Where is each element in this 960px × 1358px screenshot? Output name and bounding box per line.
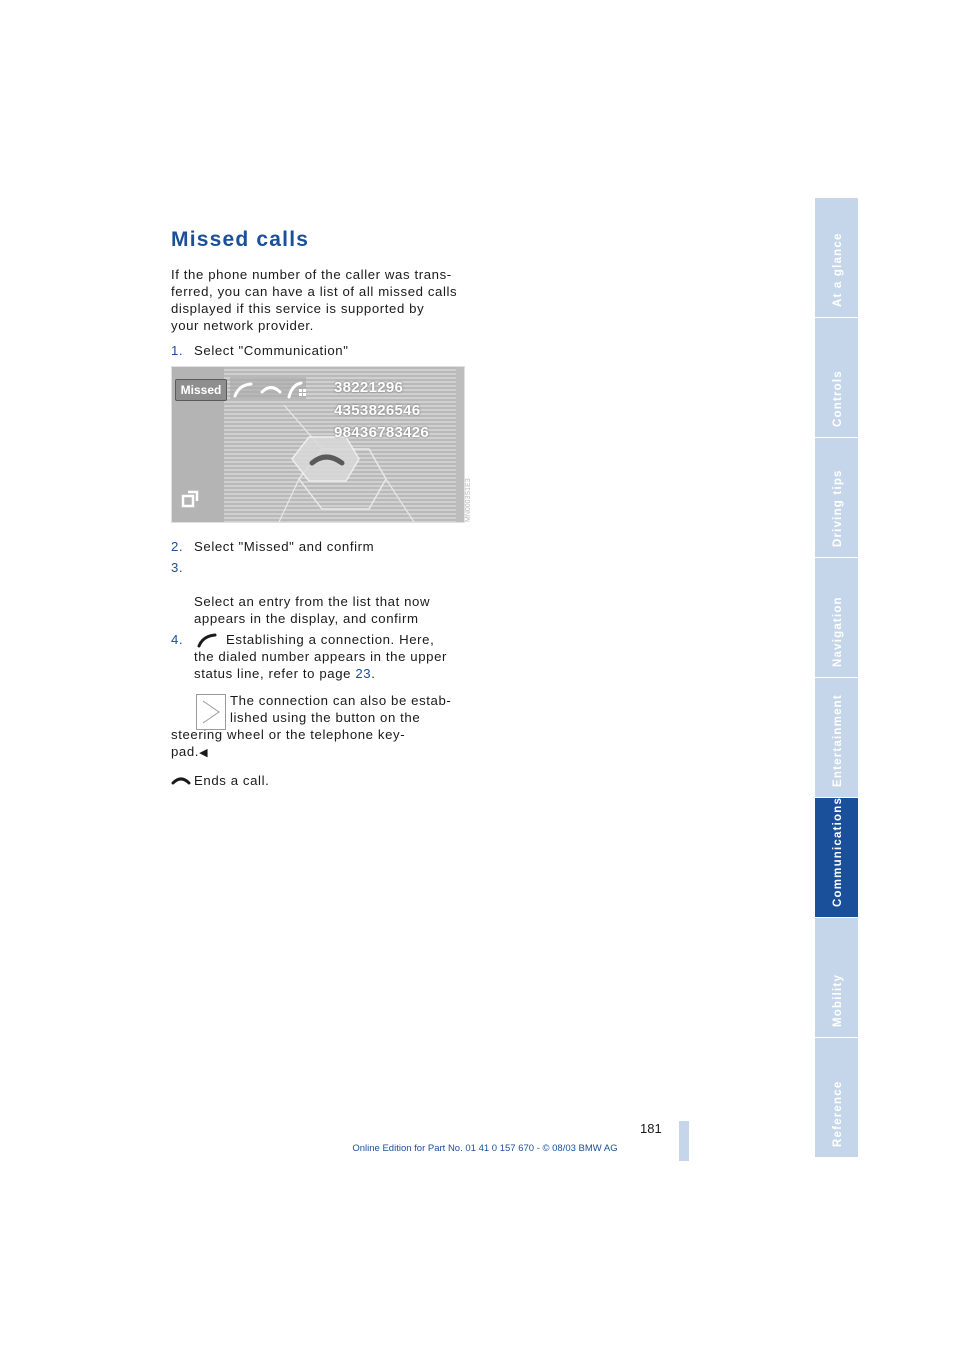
- section-title: Missed calls: [171, 228, 310, 251]
- step-text-a: Establishing a connection. Here,: [226, 632, 435, 647]
- main-content: [171, 228, 471, 359]
- sidebar-tab-label: Controls: [831, 370, 844, 427]
- page-marker: [679, 1121, 689, 1161]
- sidebar-tab-label: Entertainment: [831, 694, 844, 787]
- phone-hangup-icon[interactable]: [260, 381, 282, 399]
- step-text: Select an entry from the list that now appears in the display, and confirm: [194, 594, 431, 626]
- sidebar-tab-entertainment[interactable]: [815, 678, 858, 799]
- image-code: MN0003S1E3: [465, 478, 472, 522]
- page-number: 181: [640, 1121, 662, 1136]
- screen-figure: [171, 366, 465, 523]
- end-of-note-icon: ◀: [199, 747, 209, 759]
- note-line-2: lished using the button on the: [230, 710, 421, 725]
- sidebar-tab-label: Communications: [831, 796, 844, 907]
- step-number: 2.: [171, 539, 184, 554]
- ends-call-text: Ends a call.: [194, 773, 270, 788]
- window-icon[interactable]: [181, 489, 201, 509]
- sidebar-tab-driving-tips[interactable]: [815, 438, 858, 559]
- intro-paragraph: If the phone number of the caller was trans- ferred, you can have a list of all missed calls displayed if this service is supported by your network provider.: [171, 267, 458, 333]
- phone-dial-icon: [196, 632, 218, 648]
- missed-number-1[interactable]: 38221296: [334, 379, 404, 396]
- missed-number-2[interactable]: 4353826546: [334, 402, 421, 419]
- step-number: 4.: [171, 632, 184, 647]
- phone-dial-icon[interactable]: [232, 381, 254, 399]
- page-reference-link[interactable]: 23: [355, 666, 372, 681]
- step-number: 3.: [171, 560, 184, 575]
- sidebar-tab-label: Driving tips: [831, 469, 844, 547]
- sidebar-tab-mobility[interactable]: [815, 918, 858, 1039]
- note-block: [171, 692, 471, 762]
- step-text-b: the dialed number appears in the upper status line, refer to page: [194, 649, 448, 681]
- sidebar-tab-at-a-glance[interactable]: [815, 198, 858, 319]
- sidebar-tab-communications[interactable]: [815, 798, 858, 919]
- note-rest: steering wheel or the telephone key- pad.: [171, 727, 406, 759]
- step-text: Select "Communication": [194, 343, 349, 358]
- sidebar-tab-navigation[interactable]: [815, 558, 858, 679]
- footer-text: Online Edition for Part No. 01 41 0 157 670 - © 08/03 BMW AG: [352, 1143, 618, 1154]
- step-number: 1.: [171, 343, 184, 358]
- note-line-1: The connection can also be estab-: [230, 693, 452, 708]
- step-text-c: .: [371, 666, 376, 681]
- step-4: [171, 631, 471, 682]
- missed-tab[interactable]: Missed: [175, 379, 227, 401]
- step-3: [171, 559, 471, 627]
- step-2: [171, 538, 471, 555]
- sidebar-tab-label: At a glance: [831, 232, 844, 307]
- step-1: [171, 342, 471, 359]
- chapter-sidebar: [815, 198, 858, 1160]
- phone-hangup-icon: [171, 773, 191, 787]
- steps-continued: [171, 538, 471, 789]
- keypad-icon[interactable]: [286, 379, 310, 401]
- screen-right-bar: [456, 367, 464, 522]
- missed-number-3[interactable]: 98436783426: [334, 424, 430, 441]
- ends-call-line: [171, 772, 471, 789]
- sidebar-tab-label: Mobility: [831, 973, 844, 1027]
- note-arrow-icon: [196, 694, 226, 730]
- step-text: Select "Missed" and confirm: [194, 539, 375, 554]
- sidebar-tab-reference[interactable]: [815, 1038, 858, 1159]
- sidebar-tab-controls[interactable]: [815, 318, 858, 439]
- sidebar-tab-label: Navigation: [831, 596, 844, 667]
- sidebar-tab-label: Reference: [831, 1080, 844, 1147]
